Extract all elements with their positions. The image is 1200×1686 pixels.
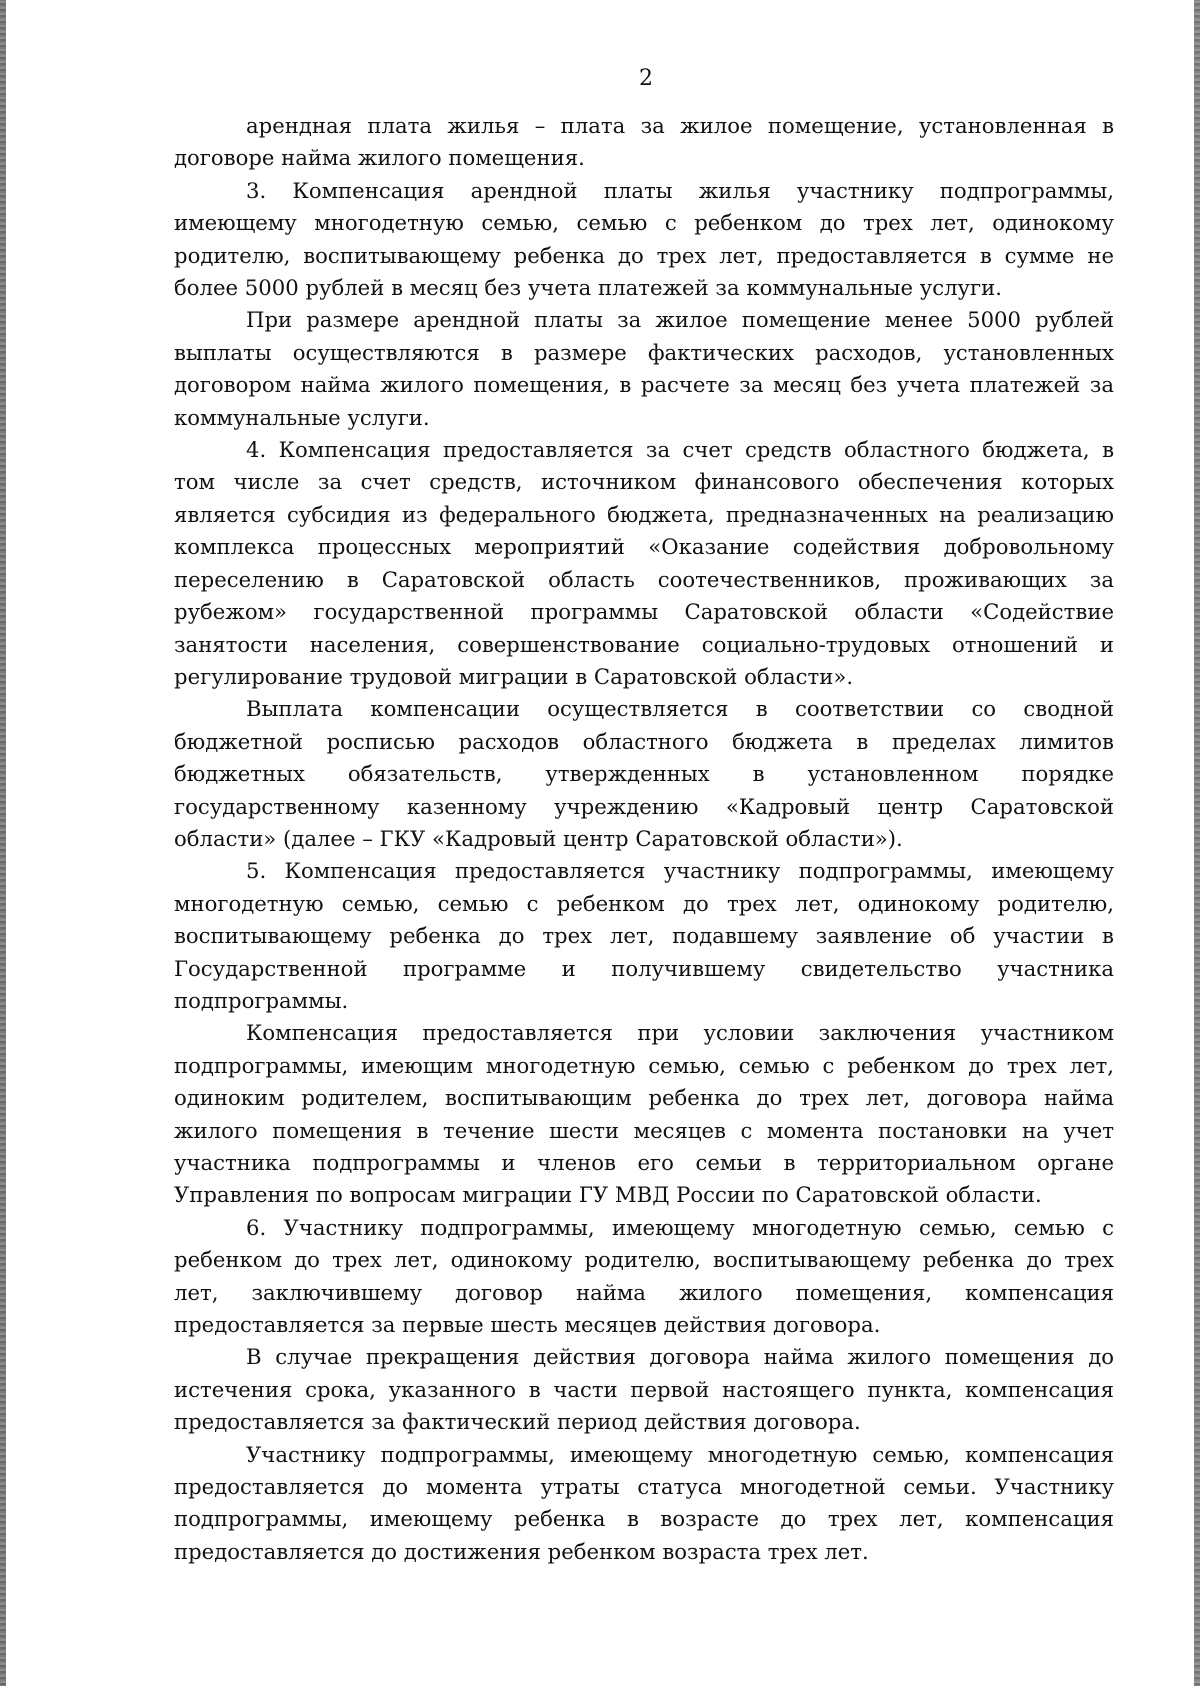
paragraph-3: При размере арендной платы за жилое помещение менее 5000 рублей выплаты осуществляются в размере фактических расходов, установленных договором найма жилого помещения, в расчете за месяц без учета платежей за коммунальные услуги. (174, 307, 1114, 430)
paragraph-4: 4. Компенсация предоставляется за счет средств областного бюджета, в том числе за счет средств, источником финансового обеспечения которых является субсидия из федерального бюджета, предназначенных на реализацию комплекса процессных мероприятий «Оказание содействия добровольному переселению в Саратовской область соотечественников, проживающих за рубежом» государственной программы Саратовской области «Содействие занятости населения, совершенствование социально-трудовых отношений и регулирование трудовой миграции в Саратовской области». (174, 437, 1114, 689)
paragraph-1: арендная плата жилья – плата за жилое помещение, установленная в договоре найма жилого помещения. (174, 113, 1114, 171)
paragraph-10: Участнику подпрограммы, имеющему многодетную семью, компенсация предоставляется до момента утраты статуса многодетной семьи. Участнику подпрограммы, имеющему ребенка в возрасте до трех лет, компенсация предоставляется до достижения ребенком возраста трех лет. (174, 1441, 1114, 1564)
paragraph-5: Выплата компенсации осуществляется в соответствии со сводной бюджетной росписью расходов областного бюджета в пределах лимитов бюджетных обязательств, утвержденных в установленном порядке государственному казенному учреждению «Кадровый центр Саратовской области» (далее – ГКУ «Кадровый центр Саратовской области»). (174, 696, 1114, 851)
scan-edge-right (1194, 0, 1200, 1686)
paragraph-7: Компенсация предоставляется при условии заключения участником подпрограммы, имеющим многодетную семью, семью с ребенком до трех лет, одиноким родителем, воспитывающим ребенка до трех лет, договора найма жилого помещения в течение шести месяцев с момента постановки на учет участника подпрограммы и членов его семьи в территориальном органе Управления по вопросам миграции ГУ МВД России по Саратовской области. (174, 1020, 1114, 1208)
document-body (174, 110, 1114, 1568)
paragraph-6: 5. Компенсация предоставляется участнику подпрограммы, имеющему многодетную семью, семью с ребенком до трех лет, одинокому родителю, воспитывающему ребенка до трех лет, подавшему заявление об участии в Государственной программе и получившему свидетельство участника подпрограммы. (174, 858, 1114, 1013)
paragraph-2: 3. Компенсация арендной платы жилья участнику подпрограммы, имеющему многодетную семью, семью с ребенком до трех лет, одинокому родителю, воспитывающему ребенка до трех лет, предоставляется в сумме не более 5000 рублей в месяц без учета платежей за коммунальные услуги. (174, 177, 1114, 301)
paragraph-9: В случае прекращения действия договора найма жилого помещения до истечения срока, указанного в части первой настоящего пункта, компенсация предоставляется за фактический период действия договора. (174, 1344, 1114, 1435)
paragraph-8: 6. Участнику подпрограммы, имеющему многодетную семью, семью с ребенком до трех лет, одинокому родителю, воспитывающему ребенка до трех лет, заключившему договор найма жилого помещения, компенсация предоставляется за первые шесть месяцев действия договора. (174, 1214, 1114, 1338)
scan-edge-left (0, 0, 6, 1686)
page-number: 2 (639, 66, 653, 91)
